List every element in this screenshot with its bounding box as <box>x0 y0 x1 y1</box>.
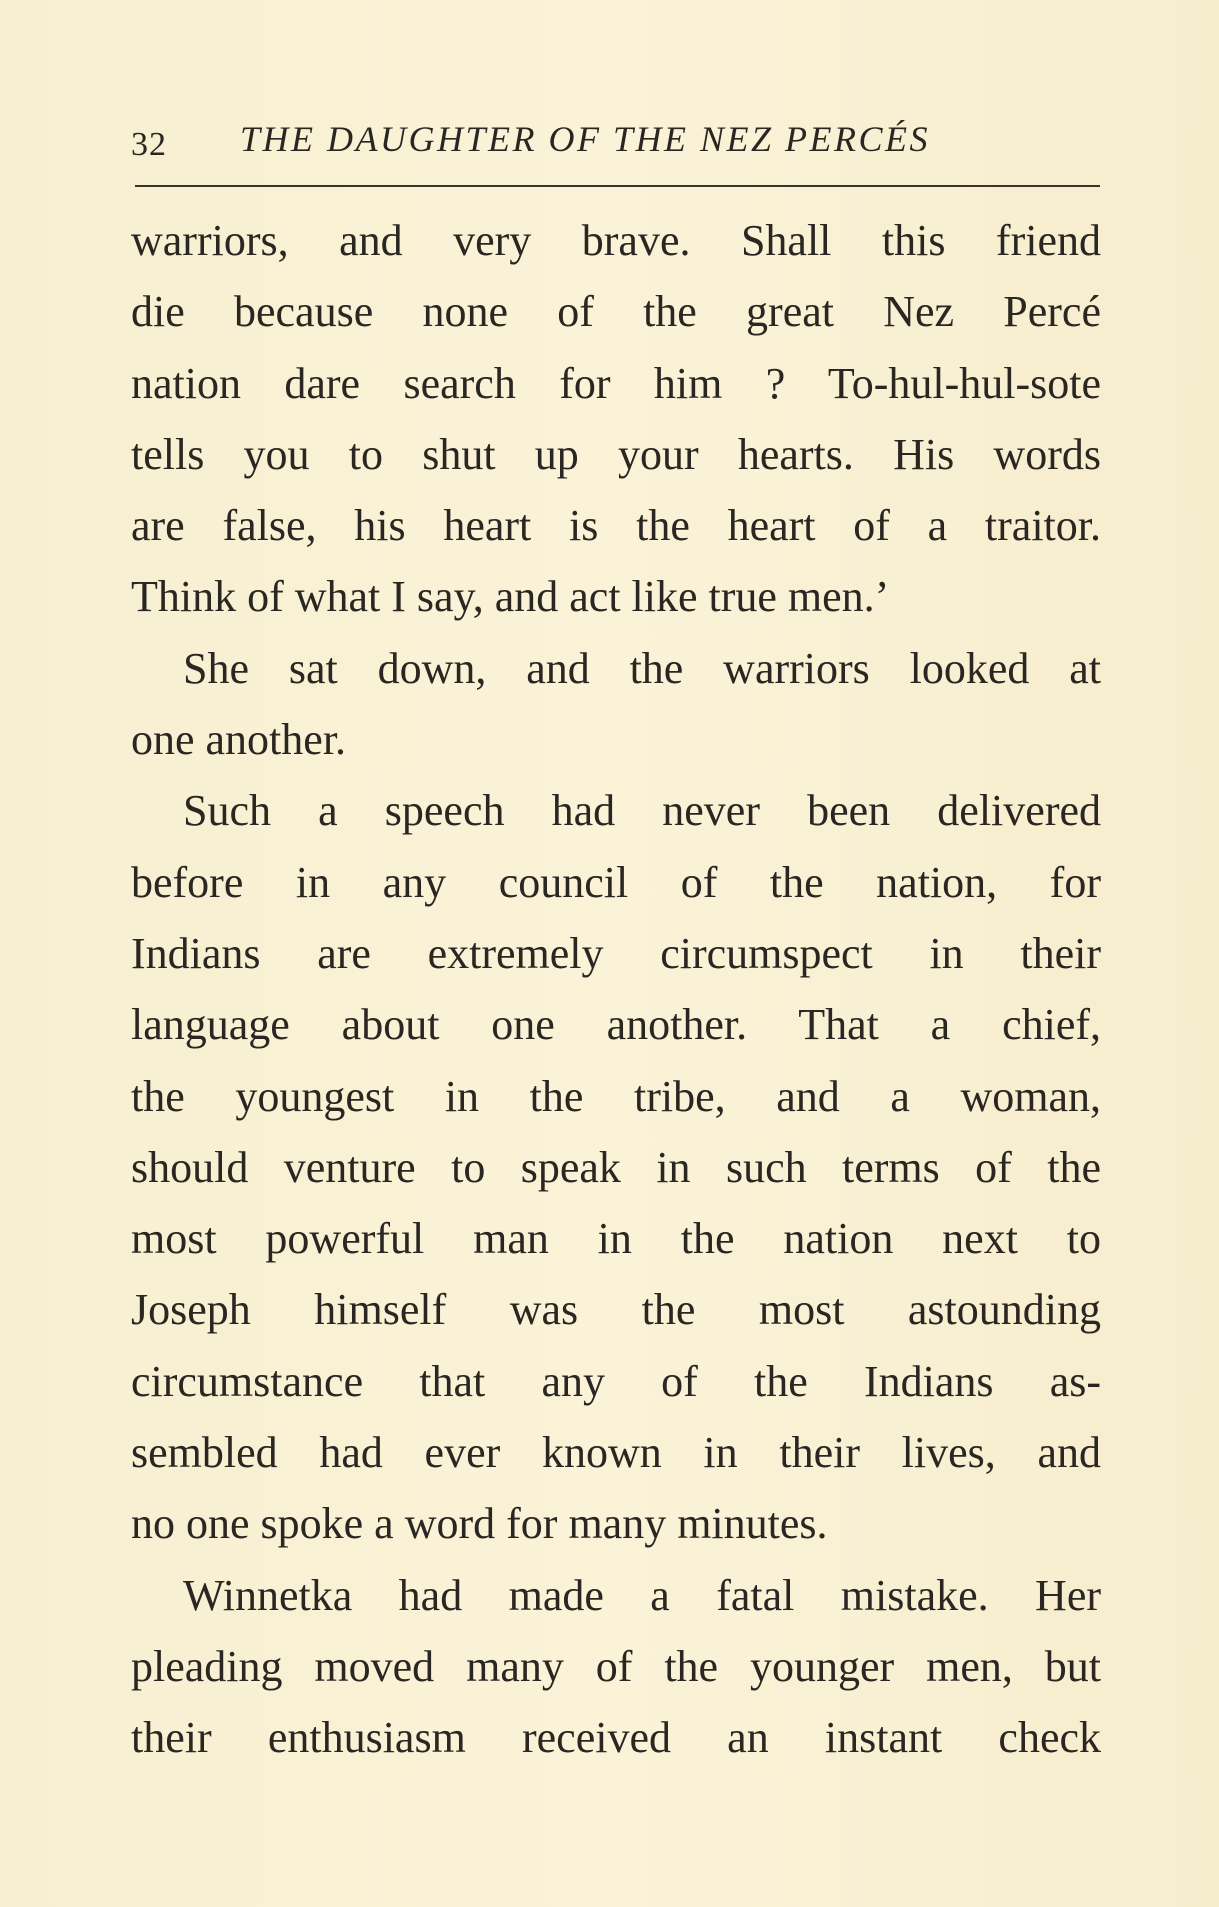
text-line: no one spoke a word for many minutes. <box>131 1499 828 1549</box>
text-line: most powerful man in the nation next to <box>131 1214 1101 1264</box>
text-line: tells you to shut up your hearts. His words <box>131 429 1101 479</box>
text-line: the youngest in the tribe, and a woman, <box>131 1071 1101 1121</box>
paragraph-first-line: Winnetka had made a fatal mistake. Her <box>183 1570 1101 1620</box>
paragraph-first-line: She sat down, and the warriors looked at <box>183 643 1101 693</box>
text-line: nation dare search for him ? To-hul-hul-sote <box>131 358 1101 408</box>
running-head <box>131 112 1101 172</box>
text-line: warriors, and very brave. Shall this friend <box>131 216 1101 265</box>
text-line: language about one another. That a chief, <box>131 1000 1101 1050</box>
text-line: before in any council of the nation, for <box>131 857 1101 907</box>
text-line: one another. <box>131 715 347 765</box>
text-line: Indians are extremely circumspect in their <box>131 928 1101 978</box>
header-rule <box>135 185 1100 187</box>
text-line: are false, his heart is the heart of a traitor. <box>131 501 1101 551</box>
text-line: circumstance that any of the Indians as- <box>131 1356 1101 1406</box>
body-text <box>131 205 1101 1774</box>
text-line: should venture to speak in such terms of the <box>131 1142 1101 1192</box>
page-number: 32 <box>131 126 167 163</box>
text-line: Think of what I say, and act like true men.’ <box>131 572 890 622</box>
text-line: their enthusiasm received an instant check <box>131 1713 1101 1763</box>
text-line: Joseph himself was the most astounding <box>131 1285 1101 1335</box>
text-line: pleading moved many of the younger men, but <box>131 1641 1101 1691</box>
paragraph-first-line: Such a speech had never been delivered <box>183 786 1101 836</box>
running-title: THE DAUGHTER OF THE NEZ PERCÉS <box>240 119 930 159</box>
text-line: die because none of the great Nez Percé <box>131 287 1101 337</box>
text-line: sembled had ever known in their lives, and <box>131 1428 1101 1478</box>
